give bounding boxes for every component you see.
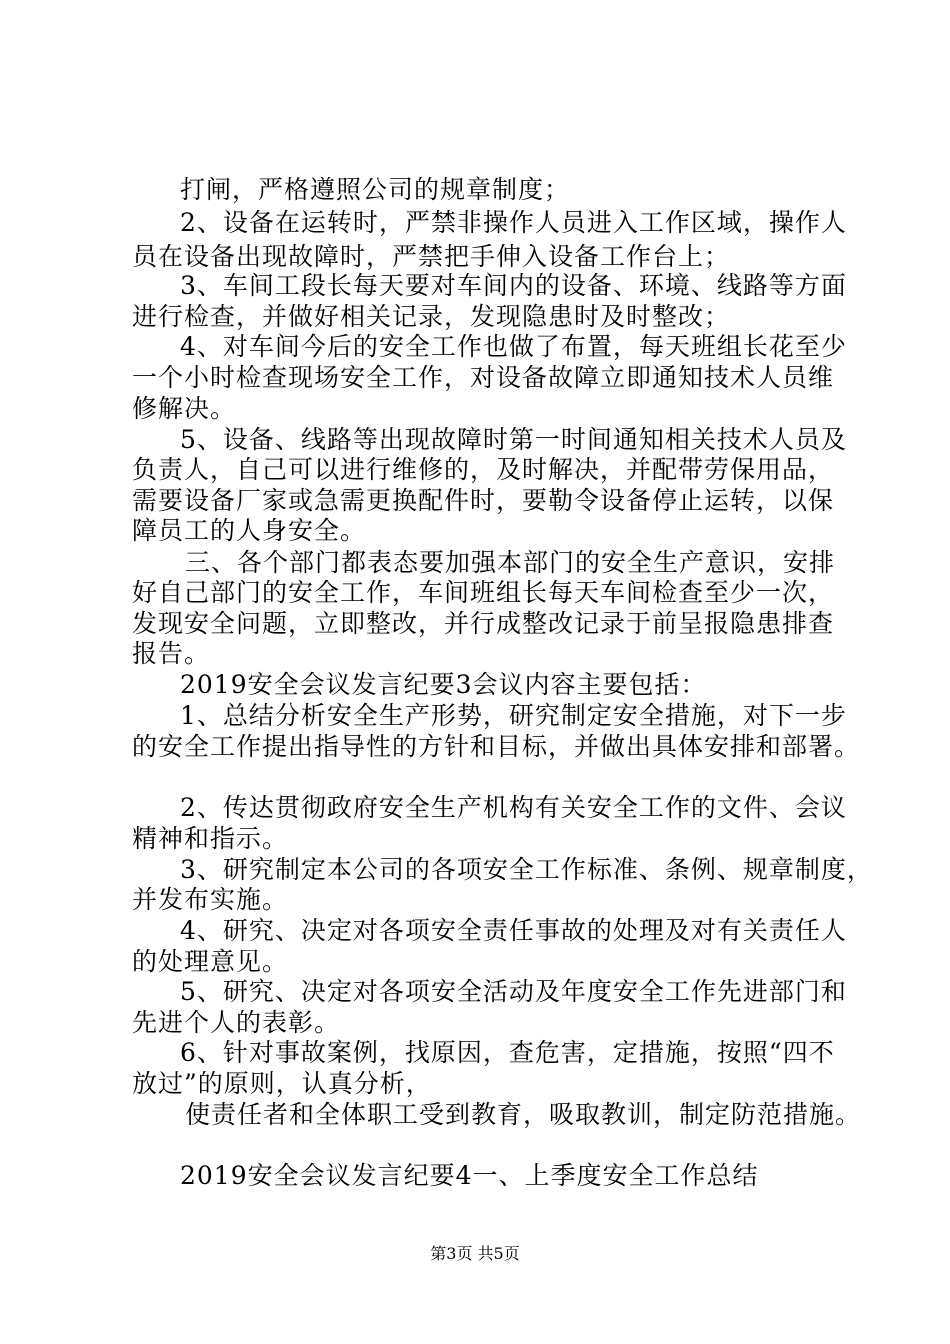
text-line-25: 的处理意见。 — [132, 947, 289, 976]
text-line-28: 6、针对事故案例，找原因，查危害，定措施，按照“四不 — [180, 1038, 835, 1067]
text-line-21: 精神和指示。 — [132, 824, 289, 853]
text-line-8: 修解决。 — [132, 394, 237, 423]
text-line-1: 打闸，严格遵照公司的规章制度； — [180, 175, 571, 204]
text-line-18: 1、总结分析安全生产形势，研究制定安全措施，对下一步 — [180, 701, 847, 730]
text-line-30: 使责任者和全体职工受到教育，吸取教训，制定防范措施。 — [185, 1100, 862, 1129]
text-line-2: 2、设备在运转时，严禁非操作人员进入工作区域，操作人 — [180, 208, 847, 237]
text-line-14: 好自己部门的安全工作，车间班组长每天车间检查至少一次， — [132, 578, 835, 607]
text-line-4: 3、车间工段长每天要对车间内的设备、环境、线路等方面 — [180, 271, 847, 300]
text-line-10: 负责人，自己可以进行维修的，及时解决，并配带劳保用品， — [132, 455, 835, 484]
text-line-12: 障员工的人身安全。 — [132, 516, 367, 545]
text-line-6: 4、对车间今后的安全工作也做了布置，每天班组长花至少 — [180, 332, 847, 361]
text-line-9: 5、设备、线路等出现故障时第一时间通知相关技术人员及 — [180, 425, 847, 454]
text-line-15: 发现安全问题，立即整改，并行成整改记录于前呈报隐患排查 — [132, 609, 835, 638]
text-line-24: 4、研究、决定对各项安全责任事故的处理及对有关责任人 — [180, 916, 847, 945]
text-line-17: 2019安全会议发言纪要3会议内容主要包括： — [180, 670, 707, 699]
text-line-22: 3、研究制定本公司的各项安全工作标准、条例、规章制度， — [180, 855, 873, 884]
text-line-20: 2、传达贯彻政府安全生产机构有关安全工作的文件、会议 — [180, 793, 847, 822]
text-line-23: 并发布实施。 — [132, 885, 289, 914]
text-line-27: 先进个人的表彰。 — [132, 1008, 341, 1037]
text-line-7: 一个小时检查现场安全工作，对设备故障立即通知技术人员维 — [132, 363, 835, 392]
text-line-31: 2019安全会议发言纪要4一、上季度安全工作总结 — [180, 1161, 759, 1190]
text-line-16: 报告。 — [132, 639, 211, 668]
text-line-29: 放过”的原则，认真分析， — [132, 1069, 432, 1098]
text-line-26: 5、研究、决定对各项安全活动及年度安全工作先进部门和 — [180, 977, 847, 1006]
text-line-19: 的安全工作提出指导性的方针和目标，并做出具体安排和部署。 — [132, 732, 861, 761]
text-line-11: 需要设备厂家或急需更换配件时，要勒令设备停止运转，以保 — [132, 486, 835, 515]
text-line-3: 员在设备出现故障时，严禁把手伸入设备工作台上； — [132, 242, 731, 271]
text-line-13: 三、各个部门都表态要加强本部门的安全生产意识，安排 — [185, 548, 836, 577]
page-number-footer: 第3页 共5页 — [430, 1244, 520, 1263]
text-line-5: 进行检查，并做好相关记录，发现隐患时及时整改； — [132, 302, 731, 331]
